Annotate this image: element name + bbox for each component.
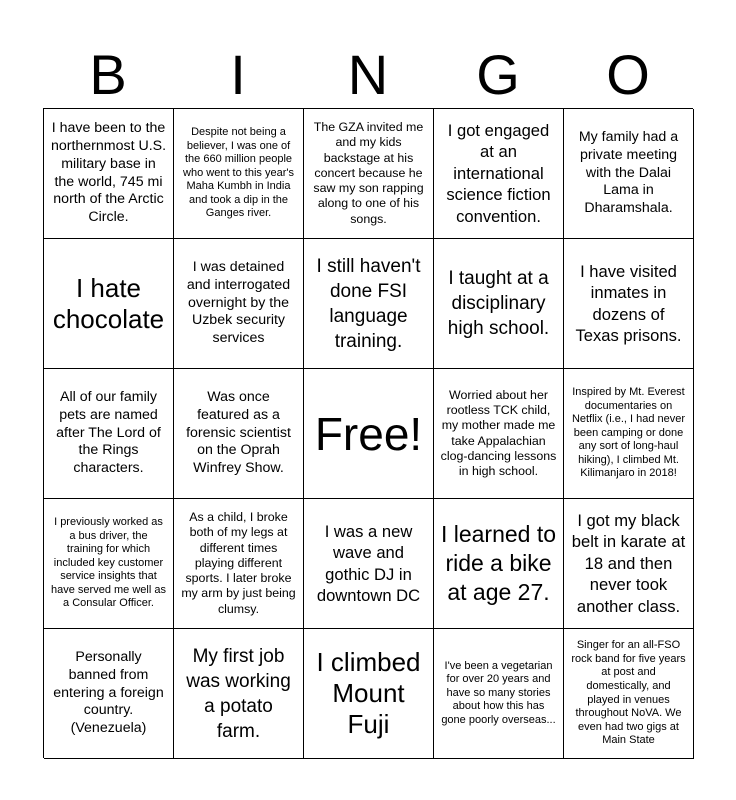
header-letter-g: G	[476, 43, 520, 106]
bingo-cell[interactable]	[44, 239, 174, 369]
cell-text: I was detained and interrogated overnight by the Uzbek security services	[186, 259, 291, 347]
cell-text: Worried about her rootless TCK child, my mother made me take Appalachian clog-dancing lessons in high school.	[440, 387, 557, 478]
bingo-cell[interactable]	[44, 109, 174, 239]
bingo-cell[interactable]	[174, 499, 304, 629]
cell-text: I got engaged at an international science fiction convention.	[446, 120, 551, 226]
bingo-cell[interactable]	[304, 109, 434, 239]
cell-text: I have been to the northernmost U.S. military base in the world, 745 mi north of the Arctic Circle.	[50, 120, 167, 226]
bingo-cell[interactable]	[434, 109, 564, 239]
bingo-header	[43, 42, 693, 108]
bingo-grid	[43, 108, 693, 758]
cell-text: All of our family pets are named after The Lord of the Rings characters.	[56, 389, 161, 477]
bingo-cell[interactable]	[564, 109, 694, 239]
bingo-cell[interactable]	[174, 629, 304, 759]
cell-text: Was once featured as a forensic scientist on the Oprah Winfrey Show.	[186, 389, 291, 477]
header-letter-i: I	[230, 43, 246, 106]
header-letter-b: B	[89, 43, 127, 106]
bingo-cell[interactable]	[304, 239, 434, 369]
bingo-cell[interactable]	[564, 499, 694, 629]
cell-text: Free!	[314, 407, 423, 460]
cell-text: I've been a vegetarian for over 20 years and have so many stories about how this has gone poorly overseas...	[441, 659, 556, 726]
cell-text: As a child, I broke both of my legs at different times playing different sports. I later broke my arm by just being clumsy.	[181, 510, 296, 616]
bingo-cell[interactable]	[564, 369, 694, 499]
cell-text: I climbed Mount Fuji	[316, 647, 421, 739]
cell-text: I still haven't done FSI language training.	[316, 255, 421, 352]
bingo-cell[interactable]	[434, 629, 564, 759]
cell-text: I got my black belt in karate at 18 and then never took another class.	[571, 510, 686, 616]
bingo-cell[interactable]	[304, 629, 434, 759]
cell-text: Personally banned from entering a foreign country. (Venezuela)	[53, 649, 164, 737]
header-letter-n: N	[347, 43, 389, 106]
bingo-cell[interactable]	[44, 369, 174, 499]
bingo-cell[interactable]	[174, 109, 304, 239]
bingo-cell[interactable]	[564, 239, 694, 369]
cell-text: My family had a private meeting with the Dalai Lama in Dharamshala.	[578, 129, 679, 217]
bingo-cell[interactable]	[44, 629, 174, 759]
bingo-cell[interactable]	[174, 369, 304, 499]
bingo-cell[interactable]	[174, 239, 304, 369]
bingo-cell[interactable]	[564, 629, 694, 759]
bingo-cell[interactable]	[434, 239, 564, 369]
cell-text: Singer for an all-FSO rock band for five years at post and domestically, and played in venues throughout NoVA. We even had two gigs at Main State	[571, 639, 686, 747]
bingo-cell[interactable]	[434, 369, 564, 499]
cell-text: I previously worked as a bus driver, the training for which included key customer service insights that have served me well as a Consular Officer.	[51, 515, 166, 610]
bingo-cell[interactable]	[44, 499, 174, 629]
header-letter-o: O	[606, 43, 650, 106]
cell-text: The GZA invited me and my kids backstage at his concert because he saw my son rapping along to one of his songs.	[313, 120, 424, 226]
cell-text: My first job was working a potato farm.	[186, 645, 291, 742]
cell-text: I have visited inmates in dozens of Texas prisons.	[575, 261, 682, 345]
cell-text: I was a new wave and gothic DJ in downtown DC	[316, 521, 421, 605]
cell-text: I taught at a disciplinary high school.	[447, 268, 550, 339]
bingo-cell[interactable]	[434, 499, 564, 629]
cell-text: I hate chocolate	[52, 272, 165, 334]
bingo-cell[interactable]	[304, 499, 434, 629]
cell-text: I learned to ride a bike at age 27.	[440, 521, 557, 605]
cell-text: Despite not being a believer, I was one of the 660 million people who went to this year's Maha Kumbh in India and took a dip in the Ganges river.	[183, 125, 294, 220]
cell-text: Inspired by Mt. Everest documentaries on Netflix (i.e., I had never been camping or done any sort of long-haul hiking), I climbed Mt. Kilimanjaro in 2018!	[571, 385, 686, 480]
free-space[interactable]	[304, 369, 434, 499]
